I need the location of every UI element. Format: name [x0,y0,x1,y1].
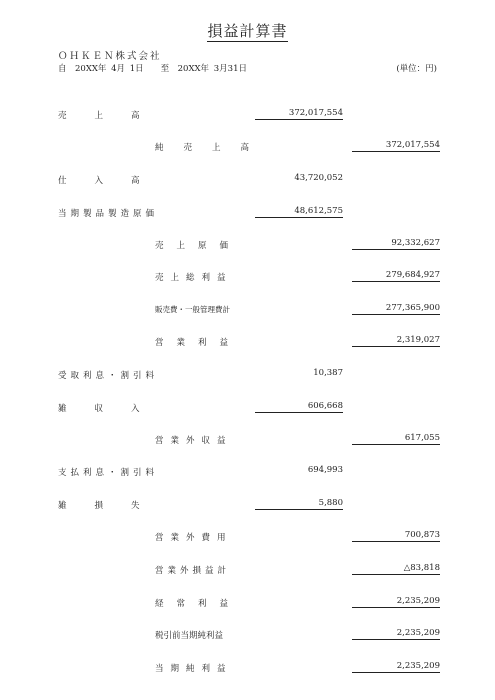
gross-profit-value: 279,684,927 [352,270,440,282]
sga-label: 販売費・一般管理費計 [155,305,230,314]
company-name: ＯＨＫＥＮ株式会社 [58,51,162,62]
pretax-income-label: 税引前当期純利益 [155,631,224,641]
non-operating-total-label: 営業外損益計 [155,566,231,576]
pretax-income-value: 2,235,209 [352,628,440,640]
purchases-label: 仕入高 [58,176,168,186]
fiscal-period: 自 20XX年 4月 1日 至 20XX年 3月31日 [58,64,247,74]
operating-income-label: 営業利益 [155,338,242,348]
currency-unit: (単位：円) [396,64,437,74]
net-income-label: 当期純利益 [155,664,233,674]
interest-received-label: 受取利息・割引料 [58,371,159,381]
non-operating-total-value: △83,818 [352,563,440,575]
non-operating-expense-label: 営業外費用 [155,533,233,543]
ordinary-income-value: 2,235,209 [352,596,440,608]
operating-income-value: 2,319,027 [352,335,440,347]
statement-title: 損益計算書 [207,22,288,40]
interest-received-value: 10,387 [313,368,343,378]
gross-profit-label: 売上総利益 [155,273,233,283]
misc-loss-label: 雑損失 [58,501,168,511]
interest-paid-value: 694,993 [307,465,343,475]
non-operating-income-value: 617,055 [352,433,440,445]
cost-of-sales-value: 92,332,627 [352,238,440,250]
sga-value: 277,365,900 [352,303,440,315]
sales-value: 372,017,554 [255,108,343,120]
interest-paid-label: 支払利息・割引料 [58,468,159,478]
cost-of-sales-label: 売上原価 [155,241,242,251]
net-sales-value: 372,017,554 [352,140,440,152]
misc-income-value: 606,668 [255,401,343,413]
purchases-value: 43,720,052 [294,173,343,183]
net-income-value: 2,235,209 [352,661,440,673]
net-sales-label: 純売上高 [155,143,270,153]
misc-loss-value: 5,880 [255,498,343,510]
manufacturing-cost-label: 当期製品製造原価 [58,209,159,219]
misc-income-label: 雑収入 [58,404,168,414]
manufacturing-cost-value: 48,612,575 [255,206,343,218]
sales-label: 売上高 [58,111,168,121]
non-operating-income-label: 営業外収益 [155,436,233,446]
non-operating-expense-value: 700,873 [352,530,440,542]
ordinary-income-label: 経常利益 [155,599,242,609]
